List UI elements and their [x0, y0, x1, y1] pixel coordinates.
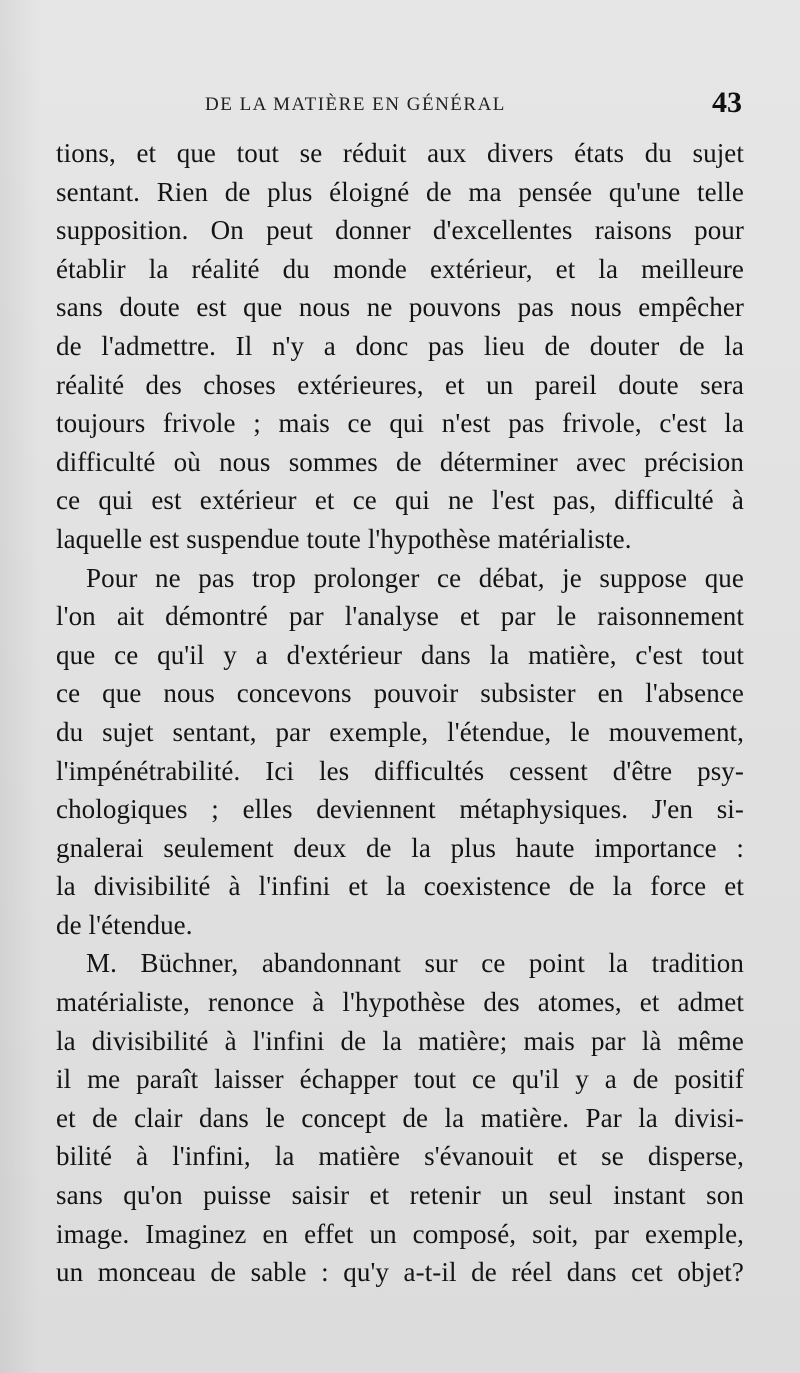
text-line: difficulté où nous sommes de déterminer avec précision	[56, 446, 744, 477]
text-line: l'impénétrabilité. Ici les difficultés cessent d'être psy-	[56, 755, 744, 786]
text-line: un monceau de sable : qu'y a-t-il de réel dans cet objet?	[56, 1257, 744, 1288]
text-line: image. Imaginez en effet un composé, soit, par exemple,	[56, 1218, 744, 1249]
text-line: supposition. On peut donner d'excellentes raisons pour	[56, 215, 744, 246]
text-line: établir la réalité du monde extérieur, et la meilleure	[56, 253, 744, 284]
text-line: toujours frivole ; mais ce qui n'est pas frivole, c'est la	[56, 408, 744, 439]
text-line: il me paraît laisser échapper tout ce qu'il y a de positif	[56, 1064, 744, 1095]
text-line: tions, et que tout se réduit aux divers états du sujet	[56, 138, 744, 168]
page-number: 43	[712, 86, 742, 119]
paragraph-end-line: laquelle est suspendue toute l'hypothèse matérialiste.	[56, 523, 632, 554]
text-line: sentant. Rien de plus éloigné de ma pensée qu'une telle	[56, 176, 744, 207]
text-line: matérialiste, renonce à l'hypothèse des atomes, et admet	[56, 987, 744, 1018]
paragraph-end-line: de l'étendue.	[56, 909, 193, 940]
body-text	[56, 134, 744, 1292]
text-line: chologiques ; elles deviennent métaphysiques. J'en si-	[56, 794, 744, 825]
text-line: gnalerai seulement deux de la plus haute importance :	[56, 832, 744, 863]
text-line: du sujet sentant, par exemple, l'étendue, le mouvement,	[56, 716, 744, 747]
text-line: bilité à l'infini, la matière s'évanouit et se disperse,	[56, 1141, 744, 1172]
text-line: et de clair dans le concept de la matière. Par la divisi-	[56, 1102, 744, 1133]
text-line: l'on ait démontré par l'analyse et par le raisonnement	[56, 601, 744, 632]
text-line: que ce qu'il y a d'extérieur dans la matière, c'est tout	[56, 639, 744, 670]
text-line: sans qu'on puisse saisir et retenir un seul instant son	[56, 1180, 744, 1211]
text-line: ce que nous concevons pouvoir subsister en l'absence	[56, 678, 744, 709]
text-line: la divisibilité à l'infini de la matière; mais par là même	[56, 1025, 744, 1056]
paragraph-start-line: M. Büchner, abandonnant sur ce point la tradition	[86, 948, 744, 979]
paragraph-start-line: Pour ne pas trop prolonger ce débat, je suppose que	[86, 562, 744, 593]
text-line: de l'admettre. Il n'y a donc pas lieu de douter de la	[56, 330, 744, 361]
text-line: sans doute est que nous ne pouvons pas nous empêcher	[56, 292, 744, 323]
text-line: réalité des choses extérieures, et un pareil doute sera	[56, 369, 744, 400]
running-header: DE LA MATIÈRE EN GÉNÉRAL	[205, 94, 506, 115]
text-line: ce qui est extérieur et ce qui ne l'est pas, difficulté à	[56, 485, 744, 516]
text-line: la divisibilité à l'infini et la coexistence de la force et	[56, 871, 744, 902]
